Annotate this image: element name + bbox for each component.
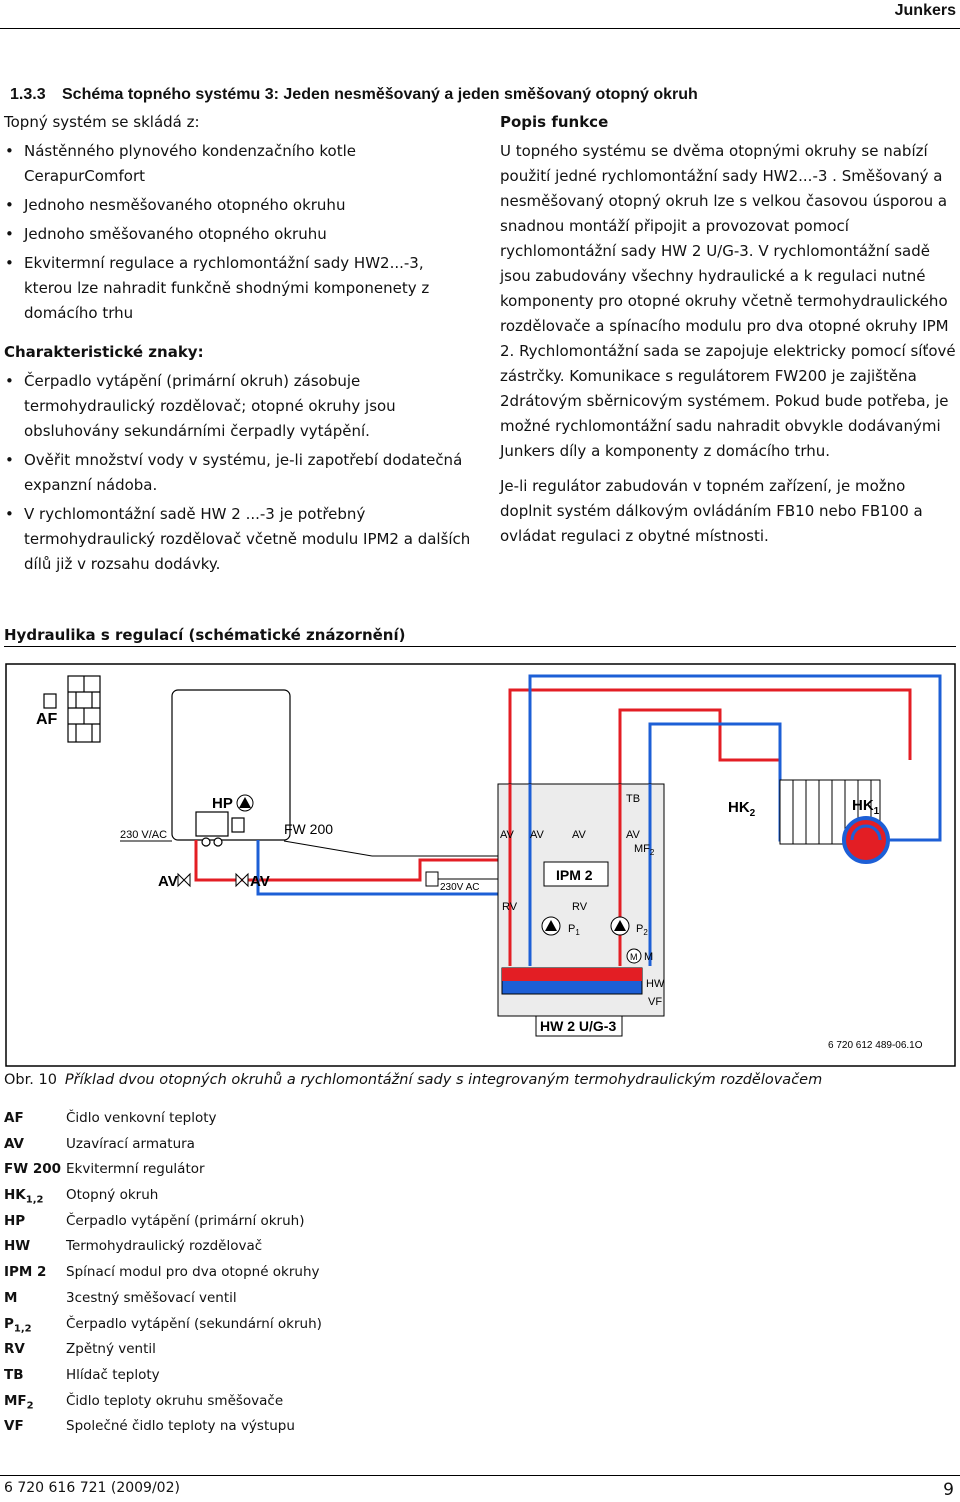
hydraulic-diagram	[0, 660, 960, 1068]
legend-key: IPM 2	[4, 1264, 47, 1281]
mf-label: $MF_2$	[634, 843, 655, 857]
p2-label: $P_2$	[636, 923, 648, 937]
legend-desc: 3cestný směšovací ventil	[66, 1289, 237, 1306]
m-label-inner: M	[630, 952, 638, 962]
figure-number: Obr. 10	[4, 1072, 57, 1088]
function-title: Popis funkce	[500, 113, 609, 131]
legend-desc: Termohydraulický rozdělovač	[66, 1238, 263, 1255]
legend-desc: Otopný okruh	[66, 1187, 159, 1204]
legend-row	[4, 1108, 322, 1134]
legend-row	[4, 1416, 322, 1442]
legend-key: HP	[4, 1212, 26, 1229]
vf-label: VF	[648, 996, 663, 1008]
drawing-code: 6 720 612 489-06.1O	[828, 1040, 923, 1051]
legend-key: $P_{1,2}$	[4, 1315, 32, 1335]
left-column	[4, 110, 474, 577]
pump-icon	[542, 917, 560, 935]
document-code: 6 720 616 721 (2009/02)	[4, 1480, 180, 1496]
intro-text: Topný systém se skládá z:	[4, 113, 200, 131]
legend-key: FW 200	[4, 1161, 61, 1178]
legend-desc: Čerpadlo vytápění (primární okruh)	[66, 1212, 305, 1229]
hk1-label: $HK_1$	[852, 797, 880, 817]
list-item: • Jednoho nesměšovaného otopného okruhu	[4, 193, 474, 218]
legend-desc: Čidlo venkovní teploty	[66, 1110, 217, 1126]
footer-rule	[0, 1475, 960, 1476]
af-label: AF	[36, 711, 58, 728]
function-paragraph: Je-li regulátor zabudován v topném zařízení, je možno doplnit systém dálkovým ovládáním FB10 nebo FB100 a ovládat regulaci z obytné místnosti.	[500, 477, 923, 545]
header-rule	[0, 28, 960, 29]
list-item: • Ověřit množství vody v systému, je-li zapotřebí dodatečná expanzní nádoba.	[4, 448, 474, 498]
pump-icon	[611, 917, 629, 935]
section-heading	[0, 86, 698, 104]
right-column	[500, 110, 958, 549]
figure-caption	[4, 1072, 822, 1088]
legend-key: TB	[4, 1366, 24, 1383]
legend-row	[4, 1365, 322, 1391]
av-label: AV	[500, 829, 514, 841]
legend-row	[4, 1391, 322, 1417]
legend-desc: Ekvitermní regulátor	[66, 1161, 205, 1178]
list-item: • Nástěnného plynového kondenzačního kotle CerapurComfort	[4, 139, 474, 189]
rv-label: RV	[502, 901, 518, 913]
legend-key: VF	[4, 1418, 24, 1435]
m-label: M	[644, 951, 654, 963]
features-list	[4, 369, 474, 577]
diagram-title: Hydraulika s regulací (schématické znázornění)	[4, 626, 956, 647]
floor-heating-icon	[844, 818, 888, 862]
hw-label: HW	[646, 978, 665, 990]
list-item: • V rychlomontážní sadě HW 2 ...-3 je potřebný termohydraulický rozdělovač včetně modulu IPM2 a dalších dílů již v rozsahu dodávky.	[4, 502, 474, 577]
legend-desc: Čidlo teploty okruhu směšovače	[66, 1392, 284, 1409]
rv-label: RV	[572, 901, 588, 913]
legend-row	[4, 1236, 322, 1262]
caption-text: Příklad dvou otopných okruhů a rychlomontážní sady s integrovaným termohydraulickým rozdělovačem	[64, 1072, 823, 1088]
legend-desc: Zpětný ventil	[66, 1341, 156, 1358]
plug-voltage: 230V AC	[440, 882, 480, 893]
diagram-frame	[6, 664, 955, 1066]
legend-row	[4, 1339, 322, 1365]
list-item: • Ekvitermní regulace a rychlomontážní sady HW2...-3, kterou lze nahradit funkčně shodnými komponenety z domácího trhu	[4, 251, 474, 326]
legend-desc: Společné čidlo teploty na výstupu	[66, 1418, 295, 1435]
boiler-supply	[196, 840, 498, 880]
legend-key: HW	[4, 1238, 31, 1255]
outdoor-sensor	[44, 676, 100, 742]
legend-desc: Čerpadlo vytápění (sekundární okruh)	[66, 1315, 322, 1332]
hp-pump-icon	[237, 795, 253, 811]
legend-row	[4, 1134, 322, 1160]
fw200-label: FW 200	[284, 821, 334, 837]
legend-row	[4, 1262, 322, 1288]
legend-row	[4, 1288, 322, 1314]
bus-cable	[284, 841, 372, 856]
legend-row	[4, 1314, 322, 1340]
legend-key: M	[4, 1289, 18, 1306]
legend-key: AF	[4, 1110, 24, 1126]
page-number: 9	[943, 1480, 954, 1500]
av-label: AV	[158, 873, 178, 890]
legend-desc: Spínací modul pro dva otopné okruhy	[66, 1264, 320, 1281]
components-list	[4, 139, 474, 326]
section-title: Schéma topného systému 3: Jeden nesměšovaný a jeden směšovaný otopný okruh	[62, 86, 698, 103]
legend-key: RV	[4, 1341, 25, 1358]
brand-name: Junkers	[894, 2, 956, 19]
boiler	[172, 690, 290, 846]
legend-desc: Hlídač teploty	[66, 1366, 160, 1383]
legend-row	[4, 1185, 322, 1211]
av-label: AV	[572, 829, 586, 841]
legend-key: AV	[4, 1135, 24, 1152]
av-label: AV	[530, 829, 544, 841]
list-item: • Čerpadlo vytápění (primární okruh) zásobuje termohydraulický rozdělovač; otopné okruhy jsou obsluhovány sekundárními čerpadly vytápění.	[4, 369, 474, 444]
tb-label: TB	[626, 793, 641, 805]
valve-icon	[236, 874, 248, 886]
section-number: 1.3.3	[10, 86, 46, 103]
valve-icon	[178, 874, 190, 886]
hp-label: HP	[212, 795, 233, 812]
legend-row	[4, 1159, 322, 1185]
hw-set-label: HW 2 U/G-3	[540, 1018, 617, 1034]
legend-key: $HK_{1,2}$	[4, 1187, 44, 1206]
ipm-label: IPM 2	[556, 867, 593, 883]
voltage-label: 230 V/AC	[120, 829, 168, 841]
list-item: • Jednoho směšovaného otopného okruhu	[4, 222, 474, 247]
av-label: AV	[626, 829, 640, 841]
legend	[4, 1108, 322, 1442]
legend-key: $MF_2$	[4, 1392, 34, 1412]
features-title: Charakteristické znaky:	[4, 343, 204, 361]
p1-label: $P_1$	[568, 923, 580, 937]
legend-row	[4, 1211, 322, 1237]
function-paragraph: U topného systému se dvěma otopnými okruhy se nabízí použití jedné rychlomontážní sady HW2...-3 . Směšovaný a nesměšovaný otopný okruh lze s velkou časovou úsporou a snadnou montáží připojit a provozovat pomocí rychlomontážní sady HW 2 U/G-3. V rychlomontážní sadě jsou zabudovány všechny hydraulické a k regulaci nutné komponenty pro otopné okruhy včetně termohydraulického rozdělovače a spínacího modulu pro dva otopné okruhy IPM 2. Rychlomontážní sada se zapojuje elektricky pomocí síťové zástrčky. Komunikace s regulátorem FW200 je zajištěna 2drátovým sběrnicovým systémem. Pokud bude potřeba, je možné rychlomontážní sadu nahradit obvykle dodávanými Junkers díly a komponenty z domácího trhu.	[500, 142, 956, 460]
av-label: AV	[250, 873, 270, 890]
hk2-label: $HK_2$	[728, 799, 756, 819]
legend-desc: Uzavírací armatura	[66, 1135, 195, 1152]
